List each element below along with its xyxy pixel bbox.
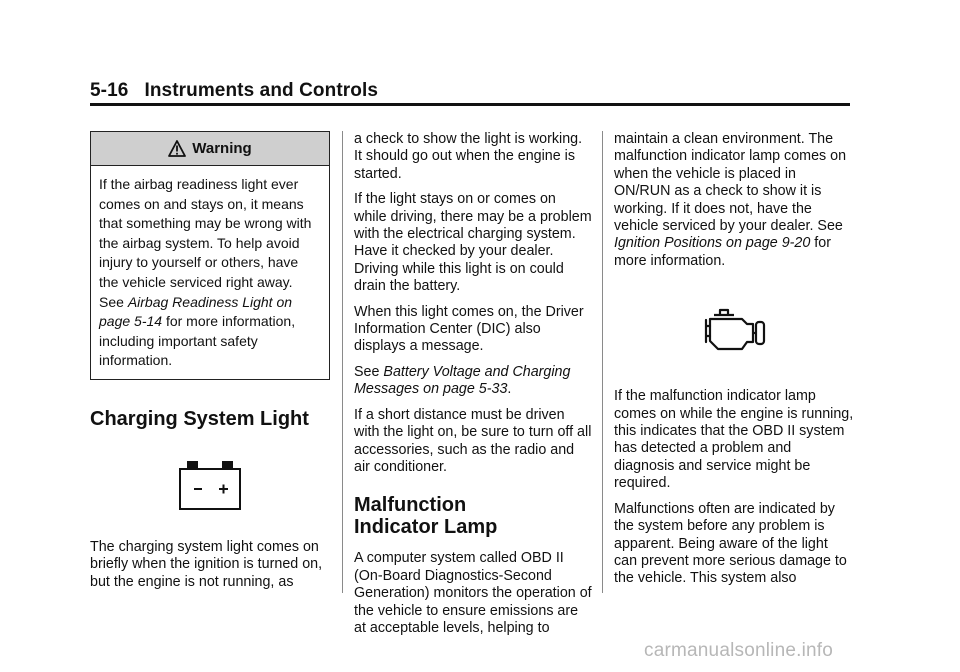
column-1 xyxy=(90,131,330,599)
warning-text: If the airbag readiness light ever comes on and stays on, it means that something may be wrong with the airbag system. To help avoid injury to yourself or others, have the vehicle serviced right away. See Airbag Readiness Light on page 5-14 for more information, including important safety information. xyxy=(99,176,312,369)
warning-box xyxy=(90,131,330,380)
page-number: 5-16 xyxy=(90,80,129,101)
warning-triangle-icon xyxy=(168,140,186,157)
header-rule xyxy=(90,103,850,106)
check-engine-icon xyxy=(700,308,766,352)
malfunction-paragraph-3: Malfunctions often are indicated by the system before any problem is apparent. Being aware of the light can prevent more serious damage to the vehicle. This system also xyxy=(614,500,847,587)
column-divider-1 xyxy=(342,131,343,593)
charging-heading: Charging System Light xyxy=(90,407,309,430)
malfunction-heading: Malfunction Indicator Lamp xyxy=(354,494,498,539)
charging-paragraph-1: The charging system light comes on briefly when the ignition is turned on, but the engine is not running, as xyxy=(90,538,323,590)
malfunction-paragraph-2: If the malfunction indicator lamp comes on while the engine is running, this indicates that the OBD II system has detected a problem and diagnosis and service might be required. xyxy=(614,388,854,492)
charging-paragraph-2: If the light stays on or comes on while driving, there may be a problem with the electrical charging system. Have it checked by your dealer. Driving while this light is on could drain the battery. xyxy=(354,191,592,295)
ignition-positions-link[interactable]: Ignition Positions on page 9-20 xyxy=(614,235,811,252)
column-3 xyxy=(614,131,854,596)
warning-header xyxy=(91,132,329,166)
charging-paragraph-5: If a short distance must be driven with the light on, be sure to turn off all accessories, such as the radio and air conditioner. xyxy=(354,406,592,475)
charging-paragraph-1-cont: a check to show the light is working. It should go out when the engine is started. xyxy=(354,131,583,182)
airbag-link[interactable]: Airbag Readiness Light on page 5-14 xyxy=(99,293,293,330)
charging-paragraph-3: When this light comes on, the Driver Information Center (DIC) also displays a message. xyxy=(354,303,584,355)
watermark: carmanualsonline.info xyxy=(644,640,834,661)
section-title: Instruments and Controls xyxy=(144,80,379,101)
battery-icon xyxy=(179,461,241,511)
malfunction-paragraph-1: A computer system called OBD II (On-Board Diagnostics-Second Generation) monitors the operation of the vehicle to ensure emissions are at acceptable levels, helping to xyxy=(354,550,592,636)
malfunction-paragraph-1-cont: maintain a clean environment. The malfunction indicator lamp comes on when the vehicle is placed in ON/RUN as a check to show it is working. If it does not, have the vehicle serviced by your dealer. See Ignition Positions on page 9-20 for more information. xyxy=(614,131,847,269)
column-2 xyxy=(354,131,592,645)
battery-voltage-link[interactable]: Battery Voltage and Charging Messages on page 5-33 xyxy=(354,363,571,398)
warning-heading: Warning xyxy=(192,139,252,157)
column-divider-2 xyxy=(602,131,603,593)
page-header xyxy=(90,80,850,102)
charging-paragraph-4: See Battery Voltage and Charging Messages on page 5-33. xyxy=(354,363,571,398)
